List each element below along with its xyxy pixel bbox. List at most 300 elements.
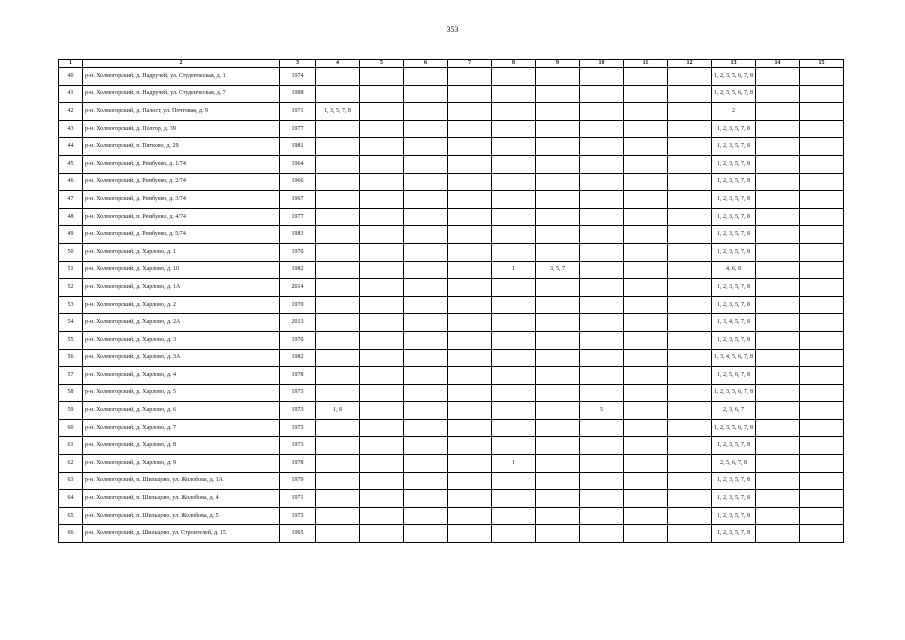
column-9-cell bbox=[536, 279, 580, 297]
column-4-cell bbox=[316, 419, 360, 437]
column-13-cell: 1, 2, 3, 5, 7, 8 bbox=[712, 472, 756, 490]
empty-cell bbox=[624, 402, 668, 420]
column-13-cell: 1, 2, 3, 5, 7, 8 bbox=[712, 120, 756, 138]
empty-cell bbox=[756, 314, 800, 332]
address-cell: р-н. Холмогорский, д. Рембуево, д. 1/74 bbox=[83, 155, 280, 173]
empty-cell bbox=[624, 455, 668, 473]
year-cell: 2014 bbox=[280, 279, 316, 297]
row-number-cell: 53 bbox=[59, 296, 83, 314]
empty-cell bbox=[756, 507, 800, 525]
column-10-cell bbox=[580, 68, 624, 86]
table-row bbox=[59, 191, 844, 209]
column-header-9: 9 bbox=[536, 60, 580, 68]
column-8-cell bbox=[492, 525, 536, 543]
empty-cell bbox=[404, 191, 448, 209]
column-13-cell: 1, 2, 3, 5, 7, 8 bbox=[712, 226, 756, 244]
column-9-cell bbox=[536, 472, 580, 490]
column-header-1: 1 bbox=[59, 60, 83, 68]
year-cell: 1978 bbox=[280, 455, 316, 473]
empty-cell bbox=[668, 173, 712, 191]
column-10-cell bbox=[580, 490, 624, 508]
empty-cell bbox=[668, 437, 712, 455]
column-4-cell bbox=[316, 68, 360, 86]
table-row bbox=[59, 402, 844, 420]
empty-cell bbox=[404, 208, 448, 226]
column-8-cell bbox=[492, 155, 536, 173]
empty-cell bbox=[800, 191, 844, 209]
column-4-cell: 1, 8 bbox=[316, 402, 360, 420]
column-8-cell bbox=[492, 472, 536, 490]
empty-cell bbox=[624, 226, 668, 244]
column-4-cell bbox=[316, 437, 360, 455]
address-cell: р-н. Холмогорский, д. Рембуево, д. 2/74 bbox=[83, 173, 280, 191]
empty-cell bbox=[360, 367, 404, 385]
row-number-cell: 58 bbox=[59, 384, 83, 402]
empty-cell bbox=[448, 419, 492, 437]
table-row bbox=[59, 138, 844, 156]
row-number-cell: 49 bbox=[59, 226, 83, 244]
column-8-cell bbox=[492, 349, 536, 367]
empty-cell bbox=[668, 68, 712, 86]
column-9-cell bbox=[536, 173, 580, 191]
row-number-cell: 46 bbox=[59, 173, 83, 191]
address-cell: р-н. Холмогорский, д. Рембуево, д. 5/74 bbox=[83, 226, 280, 244]
empty-cell bbox=[668, 155, 712, 173]
empty-cell bbox=[404, 437, 448, 455]
empty-cell bbox=[624, 120, 668, 138]
empty-cell bbox=[668, 367, 712, 385]
column-9-cell bbox=[536, 314, 580, 332]
row-number-cell: 45 bbox=[59, 155, 83, 173]
column-10-cell bbox=[580, 155, 624, 173]
empty-cell bbox=[360, 208, 404, 226]
column-header-6: 6 bbox=[404, 60, 448, 68]
table-row bbox=[59, 85, 844, 103]
empty-cell bbox=[624, 331, 668, 349]
empty-cell bbox=[360, 226, 404, 244]
empty-cell bbox=[800, 279, 844, 297]
row-number-cell: 63 bbox=[59, 472, 83, 490]
empty-cell bbox=[668, 472, 712, 490]
column-8-cell bbox=[492, 419, 536, 437]
column-13-cell: 1, 2, 3, 5, 6, 7, 8 bbox=[712, 384, 756, 402]
column-10-cell bbox=[580, 419, 624, 437]
empty-cell bbox=[448, 455, 492, 473]
empty-cell bbox=[448, 437, 492, 455]
empty-cell bbox=[800, 490, 844, 508]
column-4-cell bbox=[316, 455, 360, 473]
row-number-cell: 55 bbox=[59, 331, 83, 349]
row-number-cell: 52 bbox=[59, 279, 83, 297]
column-13-cell: 2, 5, 6, 7, 8 bbox=[712, 455, 756, 473]
empty-cell bbox=[800, 419, 844, 437]
empty-cell bbox=[448, 138, 492, 156]
column-4-cell bbox=[316, 525, 360, 543]
address-cell: р-н. Холмогорский, д. Харлово, д. 9 bbox=[83, 455, 280, 473]
empty-cell bbox=[668, 243, 712, 261]
table-row bbox=[59, 208, 844, 226]
column-4-cell bbox=[316, 507, 360, 525]
column-8-cell bbox=[492, 367, 536, 385]
column-9-cell bbox=[536, 437, 580, 455]
empty-cell bbox=[668, 507, 712, 525]
address-cell: р-н. Холмогорский, д. Харлово, д. 3А bbox=[83, 349, 280, 367]
column-9-cell bbox=[536, 191, 580, 209]
empty-cell bbox=[404, 525, 448, 543]
empty-cell bbox=[360, 103, 404, 121]
empty-cell bbox=[404, 507, 448, 525]
empty-cell bbox=[404, 226, 448, 244]
address-cell: р-н. Холмогорский, д. Полгор, д. 39 bbox=[83, 120, 280, 138]
empty-cell bbox=[800, 243, 844, 261]
empty-cell bbox=[756, 226, 800, 244]
empty-cell bbox=[624, 68, 668, 86]
empty-cell bbox=[756, 68, 800, 86]
year-cell: 1967 bbox=[280, 191, 316, 209]
empty-cell bbox=[668, 226, 712, 244]
empty-cell bbox=[624, 472, 668, 490]
empty-cell bbox=[756, 525, 800, 543]
row-number-cell: 40 bbox=[59, 68, 83, 86]
address-cell: р-н. Холмогорский, д. Харлово, д. 5 bbox=[83, 384, 280, 402]
empty-cell bbox=[800, 331, 844, 349]
year-cell: 1966 bbox=[280, 173, 316, 191]
address-cell: р-н. Холмогорский, д. Харлово, д. 6 bbox=[83, 402, 280, 420]
column-9-cell bbox=[536, 490, 580, 508]
table-row bbox=[59, 525, 844, 543]
empty-cell bbox=[756, 490, 800, 508]
column-13-cell: 1, 2, 3, 5, 7, 8 bbox=[712, 243, 756, 261]
empty-cell bbox=[756, 261, 800, 279]
table-row bbox=[59, 243, 844, 261]
column-header-15: 15 bbox=[800, 60, 844, 68]
year-cell: 2013 bbox=[280, 314, 316, 332]
column-8-cell bbox=[492, 507, 536, 525]
column-13-cell: 1, 2, 3, 5, 7, 8 bbox=[712, 173, 756, 191]
empty-cell bbox=[624, 437, 668, 455]
column-9-cell bbox=[536, 226, 580, 244]
empty-cell bbox=[800, 173, 844, 191]
address-cell: р-н. Холмогорский, д. Харлово, д. 2А bbox=[83, 314, 280, 332]
year-cell: 1982 bbox=[280, 261, 316, 279]
empty-cell bbox=[756, 279, 800, 297]
empty-cell bbox=[404, 173, 448, 191]
column-10-cell bbox=[580, 173, 624, 191]
address-cell: р-н. Холмогорский, д. Харлово, д. 10 bbox=[83, 261, 280, 279]
empty-cell bbox=[756, 402, 800, 420]
column-4-cell bbox=[316, 191, 360, 209]
row-number-cell: 62 bbox=[59, 455, 83, 473]
column-header-12: 12 bbox=[668, 60, 712, 68]
column-13-cell: 1, 2, 3, 5, 7, 8 bbox=[712, 296, 756, 314]
row-number-cell: 57 bbox=[59, 367, 83, 385]
empty-cell bbox=[360, 402, 404, 420]
table-row bbox=[59, 472, 844, 490]
empty-cell bbox=[800, 138, 844, 156]
row-number-cell: 65 bbox=[59, 507, 83, 525]
column-4-cell bbox=[316, 120, 360, 138]
year-cell: 1973 bbox=[280, 437, 316, 455]
empty-cell bbox=[404, 402, 448, 420]
year-cell: 1973 bbox=[280, 384, 316, 402]
empty-cell bbox=[756, 208, 800, 226]
column-8-cell bbox=[492, 402, 536, 420]
column-10-cell bbox=[580, 455, 624, 473]
column-10-cell bbox=[580, 296, 624, 314]
column-10-cell bbox=[580, 191, 624, 209]
empty-cell bbox=[404, 490, 448, 508]
empty-cell bbox=[668, 384, 712, 402]
column-13-cell: 1, 2, 3, 5, 6, 7, 8 bbox=[712, 85, 756, 103]
address-cell: р-н. Холмогорский, д. Харлово, д. 4 bbox=[83, 367, 280, 385]
column-9-cell bbox=[536, 155, 580, 173]
column-4-cell bbox=[316, 296, 360, 314]
year-cell: 1970 bbox=[280, 296, 316, 314]
column-4-cell bbox=[316, 155, 360, 173]
empty-cell bbox=[800, 68, 844, 86]
column-8-cell bbox=[492, 226, 536, 244]
empty-cell bbox=[668, 191, 712, 209]
address-cell: р-н. Холмогорский, п. Шильцово, ул. Жолобова, д. 1А bbox=[83, 472, 280, 490]
empty-cell bbox=[624, 314, 668, 332]
column-10-cell bbox=[580, 472, 624, 490]
empty-cell bbox=[668, 419, 712, 437]
column-header-5: 5 bbox=[360, 60, 404, 68]
empty-cell bbox=[360, 191, 404, 209]
year-cell: 1970 bbox=[280, 331, 316, 349]
column-13-cell: 1, 2, 3, 5, 7, 8 bbox=[712, 191, 756, 209]
empty-cell bbox=[756, 191, 800, 209]
empty-cell bbox=[800, 437, 844, 455]
address-cell: р-н. Холмогорский, д. Харлово, д. 7 bbox=[83, 419, 280, 437]
column-4-cell bbox=[316, 226, 360, 244]
empty-cell bbox=[360, 296, 404, 314]
year-cell: 1974 bbox=[280, 68, 316, 86]
row-number-cell: 66 bbox=[59, 525, 83, 543]
column-8-cell bbox=[492, 138, 536, 156]
column-4-cell bbox=[316, 138, 360, 156]
column-10-cell bbox=[580, 85, 624, 103]
empty-cell bbox=[624, 384, 668, 402]
year-cell: 1981 bbox=[280, 138, 316, 156]
table-row bbox=[59, 331, 844, 349]
empty-cell bbox=[756, 367, 800, 385]
column-8-cell bbox=[492, 279, 536, 297]
empty-cell bbox=[668, 525, 712, 543]
column-8-cell bbox=[492, 103, 536, 121]
empty-cell bbox=[360, 243, 404, 261]
empty-cell bbox=[448, 349, 492, 367]
empty-cell bbox=[448, 314, 492, 332]
empty-cell bbox=[404, 472, 448, 490]
address-cell: р-н. Холмогорский, д. Надручей, ул. Студенческая, д. 1 bbox=[83, 68, 280, 86]
table-row bbox=[59, 226, 844, 244]
empty-cell bbox=[360, 68, 404, 86]
row-number-cell: 60 bbox=[59, 419, 83, 437]
column-10-cell bbox=[580, 437, 624, 455]
empty-cell bbox=[624, 173, 668, 191]
empty-cell bbox=[360, 173, 404, 191]
empty-cell bbox=[360, 155, 404, 173]
column-10-cell bbox=[580, 138, 624, 156]
column-10-cell bbox=[580, 314, 624, 332]
column-9-cell bbox=[536, 243, 580, 261]
empty-cell bbox=[448, 68, 492, 86]
column-10-cell bbox=[580, 349, 624, 367]
empty-cell bbox=[756, 296, 800, 314]
empty-cell bbox=[800, 402, 844, 420]
column-8-cell bbox=[492, 296, 536, 314]
address-cell: р-н. Холмогорский, п. Надручей, ул. Студенческая, д. 7 bbox=[83, 85, 280, 103]
empty-cell bbox=[404, 155, 448, 173]
row-number-cell: 48 bbox=[59, 208, 83, 226]
column-8-cell bbox=[492, 173, 536, 191]
table-row bbox=[59, 437, 844, 455]
empty-cell bbox=[448, 226, 492, 244]
empty-cell bbox=[668, 120, 712, 138]
table-row bbox=[59, 120, 844, 138]
empty-cell bbox=[800, 155, 844, 173]
column-9-cell bbox=[536, 296, 580, 314]
empty-cell bbox=[404, 419, 448, 437]
column-8-cell bbox=[492, 490, 536, 508]
column-13-cell: 1, 3, 4, 5, 7, 8 bbox=[712, 314, 756, 332]
column-4-cell bbox=[316, 384, 360, 402]
empty-cell bbox=[624, 367, 668, 385]
empty-cell bbox=[800, 507, 844, 525]
empty-cell bbox=[800, 120, 844, 138]
empty-cell bbox=[624, 490, 668, 508]
column-8-cell bbox=[492, 208, 536, 226]
empty-cell bbox=[624, 349, 668, 367]
column-13-cell: 1, 2, 3, 5, 7, 8 bbox=[712, 155, 756, 173]
empty-cell bbox=[404, 279, 448, 297]
column-8-cell bbox=[492, 331, 536, 349]
address-cell: р-н. Холмогорский, д. Рембуево, д. 3/74 bbox=[83, 191, 280, 209]
empty-cell bbox=[448, 507, 492, 525]
address-cell: р-н. Холмогорский, п. Шильцово, ул. Жолобова, д. 4 bbox=[83, 490, 280, 508]
empty-cell bbox=[448, 472, 492, 490]
empty-cell bbox=[360, 384, 404, 402]
column-13-cell: 1, 3, 4, 5, 6, 7, 8 bbox=[712, 349, 756, 367]
empty-cell bbox=[360, 507, 404, 525]
empty-cell bbox=[448, 120, 492, 138]
empty-cell bbox=[404, 68, 448, 86]
column-8-cell bbox=[492, 437, 536, 455]
column-4-cell bbox=[316, 314, 360, 332]
empty-cell bbox=[800, 525, 844, 543]
table-row bbox=[59, 261, 844, 279]
column-13-cell: 1, 2, 3, 5, 7, 8 bbox=[712, 507, 756, 525]
column-header-13: 13 bbox=[712, 60, 756, 68]
empty-cell bbox=[756, 419, 800, 437]
row-number-cell: 42 bbox=[59, 103, 83, 121]
empty-cell bbox=[668, 279, 712, 297]
address-cell: р-н. Холмогорский, д. Шильцово, ул. Строителей, д. 15 bbox=[83, 525, 280, 543]
housing-table bbox=[58, 59, 844, 543]
column-13-cell: 1, 2, 3, 5, 7, 8 bbox=[712, 437, 756, 455]
row-number-cell: 44 bbox=[59, 138, 83, 156]
table-row bbox=[59, 367, 844, 385]
column-13-cell: 1, 2, 3, 5, 7, 8 bbox=[712, 525, 756, 543]
year-cell: 1983 bbox=[280, 226, 316, 244]
column-10-cell bbox=[580, 243, 624, 261]
empty-cell bbox=[360, 437, 404, 455]
table-row bbox=[59, 279, 844, 297]
empty-cell bbox=[756, 243, 800, 261]
column-8-cell bbox=[492, 243, 536, 261]
empty-cell bbox=[800, 296, 844, 314]
empty-cell bbox=[360, 525, 404, 543]
empty-cell bbox=[800, 314, 844, 332]
empty-cell bbox=[448, 208, 492, 226]
empty-cell bbox=[448, 103, 492, 121]
empty-cell bbox=[668, 208, 712, 226]
address-cell: р-н. Холмогорский, д. Харлово, д. 1 bbox=[83, 243, 280, 261]
row-number-cell: 59 bbox=[59, 402, 83, 420]
empty-cell bbox=[668, 261, 712, 279]
empty-cell bbox=[756, 155, 800, 173]
year-cell: 1973 bbox=[280, 402, 316, 420]
column-4-cell bbox=[316, 367, 360, 385]
empty-cell bbox=[404, 349, 448, 367]
column-13-cell: 2 bbox=[712, 103, 756, 121]
column-header-8: 8 bbox=[492, 60, 536, 68]
column-9-cell bbox=[536, 402, 580, 420]
column-10-cell bbox=[580, 208, 624, 226]
empty-cell bbox=[668, 349, 712, 367]
address-cell: р-н. Холмогорский, п. Шильцово, ул. Жолобова, д. 5 bbox=[83, 507, 280, 525]
column-9-cell bbox=[536, 331, 580, 349]
empty-cell bbox=[448, 331, 492, 349]
column-10-cell: 5 bbox=[580, 402, 624, 420]
empty-cell bbox=[448, 384, 492, 402]
column-4-cell bbox=[316, 349, 360, 367]
column-13-cell: 1, 2, 5, 6, 7, 8 bbox=[712, 367, 756, 385]
empty-cell bbox=[448, 261, 492, 279]
year-cell: 1978 bbox=[280, 367, 316, 385]
year-cell: 1973 bbox=[280, 419, 316, 437]
column-4-cell bbox=[316, 331, 360, 349]
empty-cell bbox=[756, 85, 800, 103]
column-8-cell: 1 bbox=[492, 261, 536, 279]
column-header-14: 14 bbox=[756, 60, 800, 68]
column-4-cell bbox=[316, 243, 360, 261]
empty-cell bbox=[360, 138, 404, 156]
year-cell: 1971 bbox=[280, 490, 316, 508]
year-cell: 1977 bbox=[280, 208, 316, 226]
column-9-cell bbox=[536, 208, 580, 226]
empty-cell bbox=[668, 455, 712, 473]
address-cell: р-н. Холмогорский, д. Харлово, д. 3 bbox=[83, 331, 280, 349]
empty-cell bbox=[404, 103, 448, 121]
table-row bbox=[59, 296, 844, 314]
empty-cell bbox=[800, 455, 844, 473]
empty-cell bbox=[800, 384, 844, 402]
empty-cell bbox=[756, 331, 800, 349]
row-number-cell: 43 bbox=[59, 120, 83, 138]
column-4-cell bbox=[316, 279, 360, 297]
column-4-cell bbox=[316, 261, 360, 279]
row-number-cell: 64 bbox=[59, 490, 83, 508]
empty-cell bbox=[624, 296, 668, 314]
column-9-cell bbox=[536, 68, 580, 86]
empty-cell bbox=[756, 472, 800, 490]
empty-cell bbox=[360, 349, 404, 367]
column-8-cell bbox=[492, 120, 536, 138]
empty-cell bbox=[404, 261, 448, 279]
column-9-cell bbox=[536, 419, 580, 437]
